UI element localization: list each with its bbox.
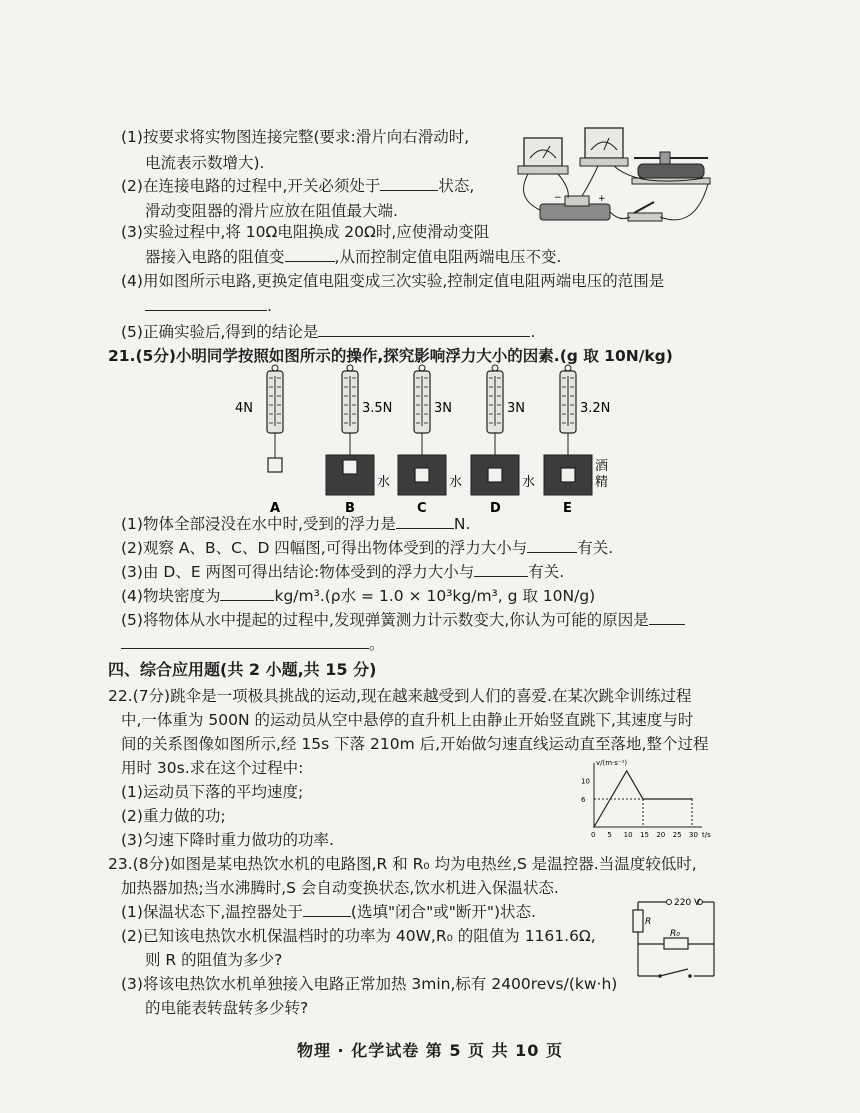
x-tick-label: 10 — [623, 831, 633, 839]
answer-blank — [220, 586, 274, 601]
data-point — [691, 798, 693, 800]
block-icon — [268, 458, 282, 472]
q20-sub5 — [121, 322, 535, 342]
rheostat-icon — [638, 164, 704, 178]
answer-blank — [649, 610, 685, 625]
block-icon — [561, 468, 575, 482]
figure-label-a: A — [270, 501, 281, 516]
section-heading: 四、综合应用题(共 2 小题,共 15 分) — [108, 660, 377, 679]
liquid-label: 精 — [595, 475, 609, 490]
circuit-apparatus-figure — [510, 118, 725, 243]
data-point — [626, 770, 628, 772]
q20-sub1-line2: 电流表示数增大). — [145, 154, 265, 172]
q22-sub3: (3)匀速下降时重力做功的功率. — [121, 831, 334, 849]
q20-sub5-text: (5)正确实验后,得到的结论是 — [121, 323, 319, 341]
x-tick-label: 25 — [672, 831, 682, 839]
q23-sub1 — [121, 902, 536, 922]
page-footer: 物理 · 化学试卷 第 5 页 共 10 页 — [296, 1041, 564, 1060]
spring-scale-d — [471, 365, 535, 516]
figure-label-e: E — [563, 501, 572, 516]
q22-stem-line4: 用时 30s.求在这个过程中: — [121, 759, 304, 777]
spring-scale-c — [398, 365, 462, 516]
velocity-time-chart — [574, 757, 724, 839]
x-tick-label: 5 — [607, 831, 612, 839]
scale-reading-d: 3N — [507, 401, 525, 416]
switch-icon — [628, 213, 662, 221]
q21-sub4 — [121, 586, 595, 606]
spring-scale-e — [544, 365, 610, 516]
period: . — [530, 323, 536, 341]
scale-reading-b: 3.5N — [362, 401, 393, 416]
block-icon — [488, 468, 502, 482]
q22-sub1: (1)运动员下落的平均速度; — [121, 783, 304, 801]
resistor-icon — [565, 196, 589, 206]
q21-sub1 — [121, 514, 470, 534]
scale-reading-a: 4N — [235, 401, 253, 416]
voltmeter-icon — [524, 138, 562, 166]
liquid-label: 水 — [522, 475, 536, 490]
q22-sub2: (2)重力做的功; — [121, 807, 226, 825]
answer-blank — [303, 902, 351, 917]
q21-sub2-text: (2)观察 A、B、C、D 四幅图,可得出物体受到的浮力大小与 — [121, 539, 528, 557]
block-icon — [415, 468, 429, 482]
q23-sub1-text: (1)保温状态下,温控器处于 — [121, 903, 303, 921]
y-tick-label: 6 — [581, 796, 586, 804]
q21-sub1-unit: N. — [453, 515, 471, 533]
q20-sub4-line2 — [145, 296, 272, 316]
spring-scale-b — [326, 365, 392, 516]
liquid-label: 酒 — [595, 459, 609, 474]
resistor-r-icon — [633, 910, 643, 932]
q21-sub4-text: (4)物块密度为 — [121, 587, 221, 605]
q23-sub2-line1: (2)已知该电热饮水机保温档时的功率为 40W,R₀ 的阻值为 1161.6Ω, — [121, 927, 596, 945]
ammeter-icon — [585, 128, 623, 158]
data-point — [642, 798, 644, 800]
circuit-voltage-label: 220 V — [674, 898, 701, 908]
q21-sub2 — [121, 538, 613, 558]
liquid-label: 水 — [449, 475, 463, 490]
q20-sub2-text: (2)在连接电路的过程中,开关必须处于 — [121, 177, 381, 195]
q20-sub2-line2: 滑动变阻器的滑片应放在阻值最大端. — [145, 202, 398, 220]
q23-sub2-line2: 则 R 的阻值为多少? — [145, 951, 283, 969]
q21-sub5-line2 — [121, 634, 385, 654]
figure-label-b: B — [345, 501, 355, 516]
x-tick-label: 0 — [591, 831, 596, 839]
buoyancy-experiment-figure — [235, 360, 611, 520]
q20-sub2-line1 — [121, 176, 474, 196]
heater-circuit-diagram — [628, 892, 723, 984]
q20-sub4-line1: (4)用如图所示电路,更换定值电阻变成三次实验,控制定值电阻两端电压的范围是 — [121, 272, 665, 290]
circuit-r0-label: R₀ — [670, 929, 680, 939]
q22-stem-line2: 中,一体重为 500N 的运动员从空中悬停的直升机上由静止开始竖直跳下,其速度与时 — [121, 711, 694, 729]
answer-blank — [121, 634, 369, 649]
circuit-r-label: R — [645, 917, 652, 927]
q21-sub3-text: (3)由 D、E 两图可得出结论:物体受到的浮力大小与 — [121, 563, 475, 581]
q21-stem: 21.(5分)小明同学按照如图所示的操作,探究影响浮力大小的因素.(g 取 10N/kg) — [108, 347, 673, 365]
q21-sub5-text: (5)将物体从水中提起的过程中,发现弹簧测力计示数变大,你认为可能的原因是 — [121, 611, 649, 629]
y-tick-label: 10 — [581, 777, 590, 786]
q23-sub3-line1: (3)将该电热饮水机单独接入电路正常加热 3min,标有 2400revs/(kw·h) — [121, 975, 618, 993]
liquid-label: 水 — [377, 475, 391, 490]
q21-sub1-text: (1)物体全部浸没在水中时,受到的浮力是 — [121, 515, 396, 533]
x-axis-label: t/s — [702, 831, 711, 839]
answer-blank — [396, 514, 454, 529]
x-tick-label: 20 — [656, 831, 666, 839]
x-tick-label: 15 — [640, 831, 649, 839]
x-tick-label: 30 — [689, 831, 698, 839]
q23-stem-line1: 23.(8分)如图是某电热饮水机的电路图,R 和 R₀ 均为电热丝,S 是温控器.当温度较低时, — [108, 855, 697, 873]
q21-sub2-end: 有关. — [577, 539, 614, 557]
figure-label-c: C — [417, 501, 427, 516]
q20-sub3-text: 器接入电路的阻值变 — [145, 248, 285, 266]
y-axis-label: v/(m·s⁻¹) — [596, 759, 628, 767]
svg-text:−: − — [554, 193, 562, 203]
q23-sub1-end: (选填"闭合"或"断开")状态. — [350, 903, 536, 921]
period: 。 — [369, 635, 385, 653]
q23-stem-line2: 加热器加热;当水沸腾时,S 会自动变换状态,饮水机进入保温状态. — [121, 879, 559, 897]
answer-blank — [380, 176, 438, 191]
answer-blank — [474, 562, 528, 577]
resistor-r0-icon — [664, 938, 688, 949]
answer-blank — [145, 296, 267, 311]
data-point — [593, 826, 595, 828]
q23-sub3-line2: 的电能表转盘转多少转? — [145, 999, 309, 1017]
q22-stem-line1: 22.(7分)跳伞是一项极具挑战的运动,现在越来越受到人们的喜爱.在某次跳伞训练过程 — [108, 687, 692, 705]
q20-sub3-line1: (3)实验过程中,将 10Ω电阻换成 20Ω时,应使滑动变阻 — [121, 223, 490, 241]
scale-reading-e: 3.2N — [580, 401, 611, 416]
q20-sub1-line1: (1)按要求将实物图连接完整(要求:滑片向右滑动时, — [121, 128, 470, 146]
q21-sub3-end: 有关. — [528, 563, 565, 581]
q21-sub4-end: kg/m³.(ρ水 = 1.0 × 10³kg/m³, g 取 10N/g) — [274, 587, 596, 605]
terminal-icon — [667, 900, 672, 905]
q22-stem-line3: 间的关系图像如图所示,经 15s 下落 210m 后,开始做匀速直线运动直至落地,整个过程 — [121, 735, 709, 753]
svg-text:+: + — [598, 194, 606, 204]
q20-sub2-text-end: 状态, — [438, 177, 475, 195]
q21-sub5-line1 — [121, 610, 685, 630]
scale-reading-c: 3N — [434, 401, 452, 416]
q20-sub3-line2 — [145, 247, 561, 267]
period: . — [267, 297, 272, 315]
q20-sub3-text-end: ,从而控制定值电阻两端电压不变. — [334, 248, 562, 266]
answer-blank — [527, 538, 577, 553]
answer-blank — [318, 322, 530, 337]
answer-blank — [285, 247, 335, 262]
block-icon — [343, 460, 357, 474]
spring-scale-a — [235, 365, 283, 516]
figure-label-d: D — [490, 501, 501, 516]
q21-sub3 — [121, 562, 564, 582]
